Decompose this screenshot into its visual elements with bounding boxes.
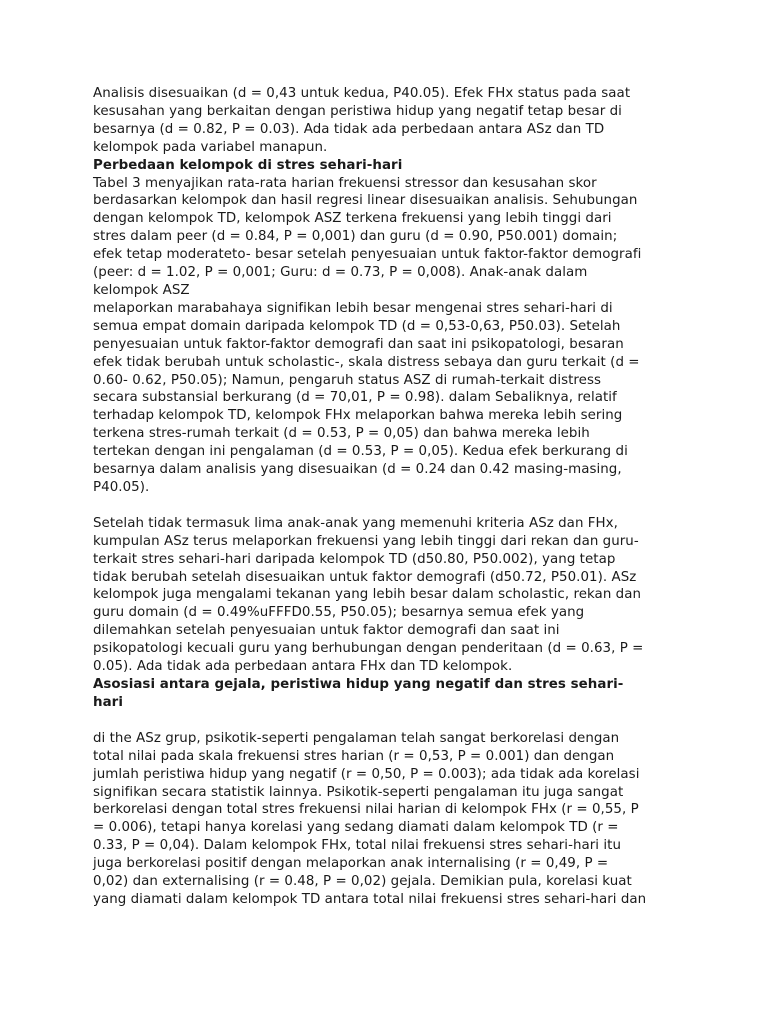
text-line: tertekan dengan ini pengalaman (d = 0.53, P = 0,05). Kedua efek berkurang di [93, 444, 628, 460]
text-line: melaporkan marabahaya signifikan lebih besar mengenai stres sehari-hari di [93, 300, 613, 316]
paragraph-table-3 [93, 175, 683, 497]
text-line: juga berkorelasi positif dengan melaporkan anak internalising (r = 0,49, P = [93, 856, 609, 872]
text-line: tidak berubah setelah disesuaikan untuk faktor demografi (d50.72, P50.01). ASz [93, 569, 637, 585]
text-line: besarnya dalam analisis yang disesuaikan (d = 0.24 dan 0.42 masing-masing, [93, 462, 622, 478]
text-line: jumlah peristiwa hidup yang negatif (r = 0,50, P = 0.003); ada tidak ada korelasi [93, 766, 640, 782]
text-line: di the ASz grup, psikotik-seperti pengalaman telah sangat berkorelasi dengan [93, 730, 620, 746]
text-line: kelompok pada variabel manapun. [93, 139, 328, 155]
text-line: Tabel 3 menyajikan rata-rata harian frekuensi stressor dan kesusahan skor [93, 175, 597, 191]
heading-line: hari [93, 694, 123, 710]
text-line: yang diamati dalam kelompok TD antara total nilai frekuensi stres sehari-hari dan [93, 891, 647, 907]
text-line: kelompok juga mengalami tekanan yang lebih besar dalam scholastic, rekan dan [93, 587, 642, 603]
text-line: 0.33, P = 0,04). Dalam kelompok FHx, total nilai frekuensi stres sehari-hari itu [93, 838, 621, 854]
paragraph-adjusted-analysis [93, 85, 683, 157]
text-line: dilemahkan setelah penyesuaian untuk faktor demografi dan saat ini [93, 623, 560, 639]
text-line: psikopatologi kecuali guru yang berhubungan dengan penderitaan (d = 0.63, P = [93, 641, 644, 657]
text-line: Setelah tidak termasuk lima anak-anak yang memenuhi kriteria ASz dan FHx, [93, 515, 618, 531]
section-heading-associations [93, 676, 683, 712]
text-line: P40.05). [93, 479, 150, 495]
text-line: terkena stres-rumah terkait (d = 0.53, P = 0,05) dan bahwa mereka lebih [93, 426, 590, 442]
heading-line: Asosiasi antara gejala, peristiwa hidup yang negatif dan stres sehari- [93, 677, 624, 692]
text-line: 0.60- 0.62, P50.05); Namun, pengaruh status ASZ di rumah-terkait distress [93, 372, 602, 388]
text-line: stres dalam peer (d = 0.84, P = 0,001) dan guru (d = 0.90, P50.001) domain; [93, 229, 618, 245]
text-line: berdasarkan kelompok dan hasil regresi linear disesuaikan analisis. Sehubungan [93, 193, 638, 209]
text-line: 0.05). Ada tidak ada perbedaan antara FHx dan TD kelompok. [93, 659, 513, 675]
text-line: (peer: d = 1.02, P = 0,001; Guru: d = 0.73, P = 0,008). Anak-anak dalam [93, 265, 588, 281]
text-line: guru domain (d = 0.49%uFFFD0.55, P50.05); besarnya semua efek yang [93, 605, 585, 621]
text-line: terhadap kelompok TD, kelompok FHx melaporkan bahwa mereka lebih sering [93, 408, 623, 424]
text-line: kumpulan ASz terus melaporkan frekuensi yang lebih tinggi dari rekan dan guru- [93, 533, 639, 549]
text-line: Analisis disesuaikan (d = 0,43 untuk kedua, P40.05). Efek FHx status pada saat [93, 86, 631, 101]
text-line: secara substansial berkurang (d = 70,01, P = 0.98). dalam Sebaliknya, relatif [93, 390, 617, 406]
paragraph-exclusion-analysis [93, 515, 683, 676]
text-line: total nilai pada skala frekuensi stres harian (r = 0,53, P = 0.001) dan dengan [93, 748, 615, 764]
text-line: efek tetap moderateto- besar setelah penyesuaian untuk faktor-faktor demografi [93, 247, 642, 263]
text-line: besarnya (d = 0.82, P = 0.03). Ada tidak ada perbedaan antara ASz dan TD [93, 121, 605, 137]
text-line: 0,02) dan externalising (r = 0.48, P = 0,02) gejala. Demikian pula, korelasi kuat [93, 874, 632, 890]
text-line: kelompok ASZ [93, 282, 190, 298]
text-line: efek tidak berubah untuk scholastic-, skala distress sebaya dan guru terkait (d = [93, 354, 640, 370]
text-line: penyesuaian untuk faktor-faktor demografi dan saat ini psikopatologi, besaran [93, 336, 624, 352]
text-line: semua empat domain daripada kelompok TD (d = 0,53-0,63, P50.03). Setelah [93, 318, 621, 334]
paragraph-correlations [93, 730, 683, 909]
text-line: signifikan secara statistik lainnya. Psikotik-seperti pengalaman itu juga sangat [93, 784, 624, 800]
text-line: = 0.006), tetapi hanya korelasi yang sedang diamati dalam kelompok TD (r = [93, 820, 619, 836]
text-line: terkait stres sehari-hari daripada kelompok TD (d50.80, P50.002), yang tetap [93, 551, 616, 567]
text-line: dengan kelompok TD, kelompok ASZ terkena frekuensi yang lebih tinggi dari [93, 211, 612, 227]
text-line: kesusahan yang berkaitan dengan peristiwa hidup yang negatif tetap besar di [93, 103, 622, 119]
section-heading-daily-stress: Perbedaan kelompok di stres sehari-hari [93, 157, 403, 173]
document-page [93, 85, 683, 909]
text-line: berkorelasi dengan total stres frekuensi nilai harian di kelompok FHx (r = 0,55, P [93, 802, 639, 818]
